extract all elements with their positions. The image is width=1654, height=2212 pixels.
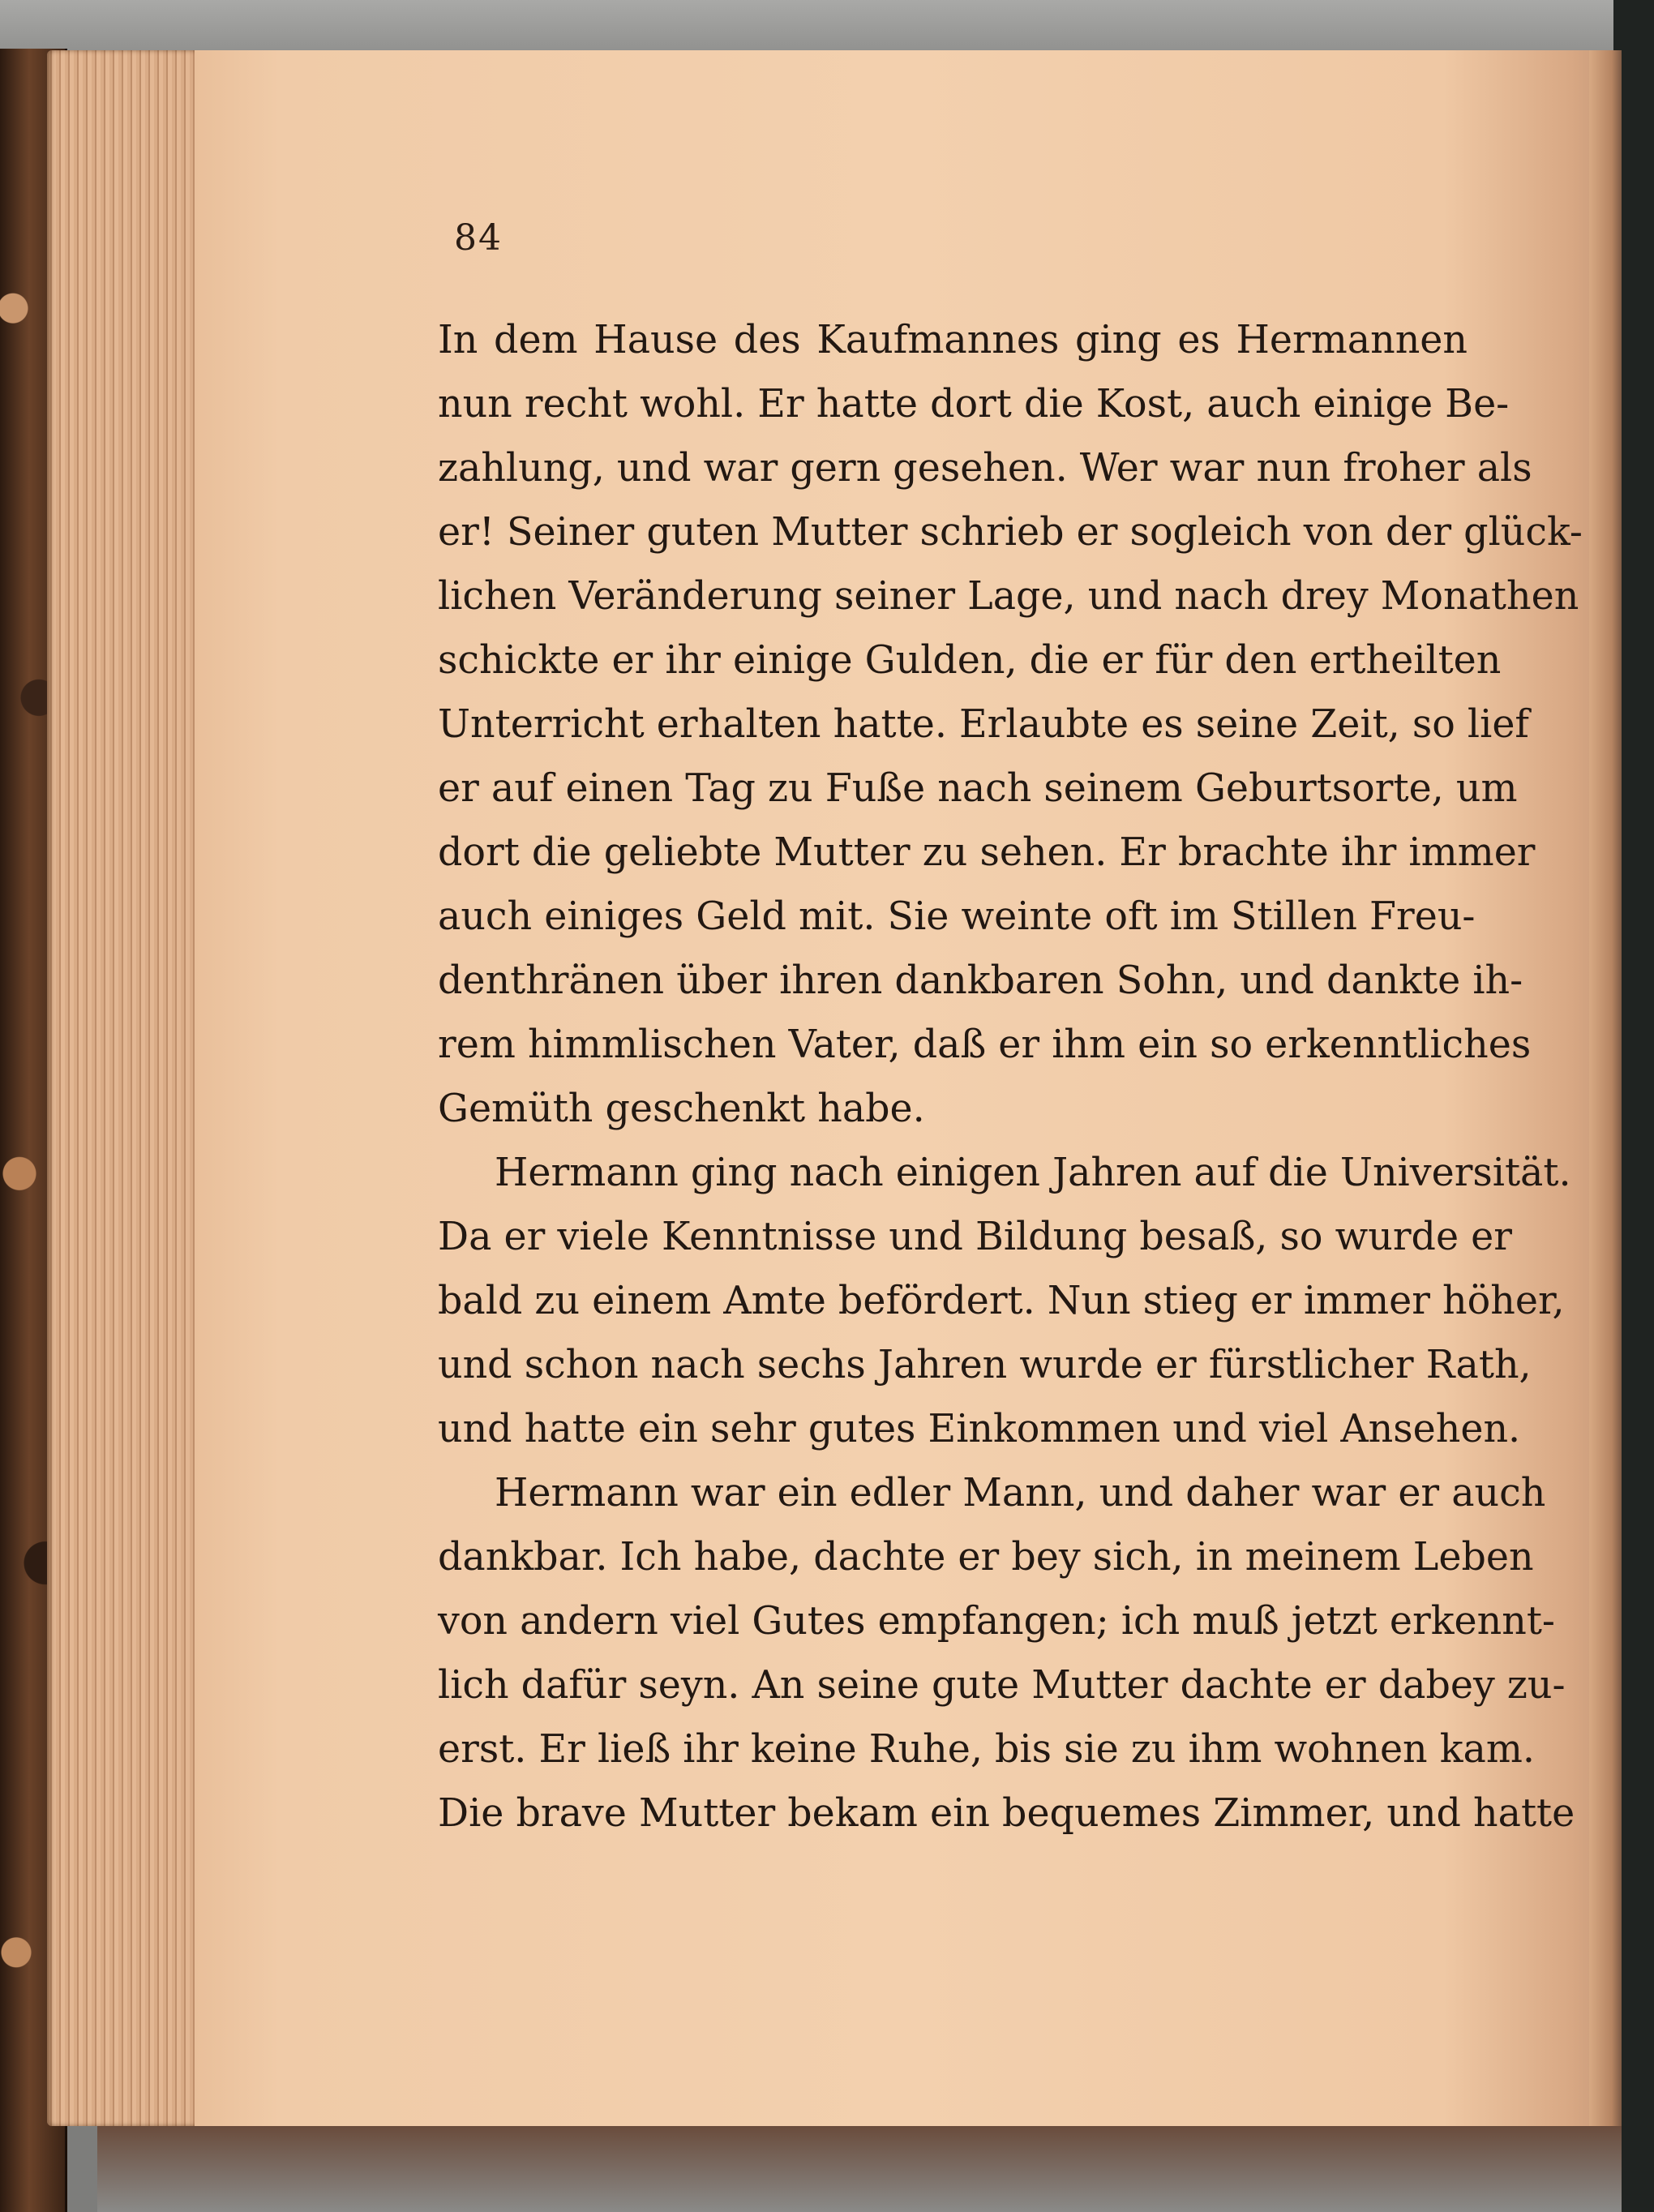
text-line: er! Seiner guten Mutter schrieb er sogleich von der glück- — [438, 510, 1583, 555]
text-line: und schon nach sechs Jahren wurde er fürstlicher Rath, — [438, 1343, 1532, 1387]
text-line: auch einiges Geld mit. Sie weinte oft im Stillen Freu- — [438, 894, 1476, 939]
text-line: Unterricht erhalten hatte. Erlaubte es seine Zeit, so lief — [438, 702, 1530, 747]
paragraph-1 — [438, 308, 1583, 1141]
text-line: bald zu einem Amte befördert. Nun stieg er immer höher, — [438, 1279, 1565, 1323]
page-text — [438, 308, 1583, 1845]
text-line: erst. Er ließ ihr keine Ruhe, bis sie zu ihm wohnen kam. — [438, 1727, 1535, 1772]
paragraph-2 — [438, 1141, 1571, 1461]
text-line: rem himmlischen Vater, daß er ihm ein so erkenntliches — [438, 1022, 1532, 1067]
text-line: lich dafür seyn. An seine gute Mutter dachte er dabey zu- — [438, 1663, 1566, 1708]
text-line: er auf einen Tag zu Fuße nach seinem Geburtsorte, um — [438, 766, 1518, 811]
text-line: Hermann war ein edler Mann, und daher war er auch — [495, 1471, 1546, 1515]
text-line: von andern viel Gutes empfangen; ich muß jetzt erkennt- — [438, 1599, 1555, 1644]
text-line: Hermann ging nach einigen Jahren auf die Universität. — [495, 1151, 1571, 1195]
text-line: Die brave Mutter bekam ein bequemes Zimmer, und hatte — [438, 1791, 1575, 1836]
book-gutter — [1589, 50, 1622, 2131]
text-line: zahlung, und war gern gesehen. Wer war nun froher als — [438, 446, 1532, 491]
text-line: nun recht wohl. Er hatte dort die Kost, auch einige Be- — [438, 382, 1510, 427]
scanner-background — [0, 0, 1654, 57]
text-line: Da er viele Kenntnisse und Bildung besaß, so wurde er — [438, 1215, 1512, 1259]
text-line: dankbar. Ich habe, dachte er bey sich, in meinem Leben — [438, 1535, 1534, 1580]
paragraph-3 — [438, 1461, 1575, 1845]
text-line: und hatte ein sehr gutes Einkommen und viel Ansehen. — [438, 1407, 1521, 1451]
text-line: denthränen über ihren dankbaren Sohn, und dankte ih- — [438, 958, 1523, 1003]
text-line: schickte er ihr einige Gulden, die er für den ertheilten — [438, 638, 1502, 683]
text-line: In dem Hause des Kaufmannes ging es Hermannen — [438, 318, 1468, 362]
text-line: Gemüth geschenkt habe. — [438, 1087, 925, 1131]
page-stack-edges — [47, 50, 209, 2126]
page-bottom-shadow — [97, 2126, 1622, 2212]
text-line: lichen Veränderung seiner Lage, und nach drey Monathen — [438, 574, 1579, 619]
page-number: 84 — [454, 217, 503, 259]
text-line: dort die geliebte Mutter zu sehen. Er brachte ihr immer — [438, 830, 1536, 875]
